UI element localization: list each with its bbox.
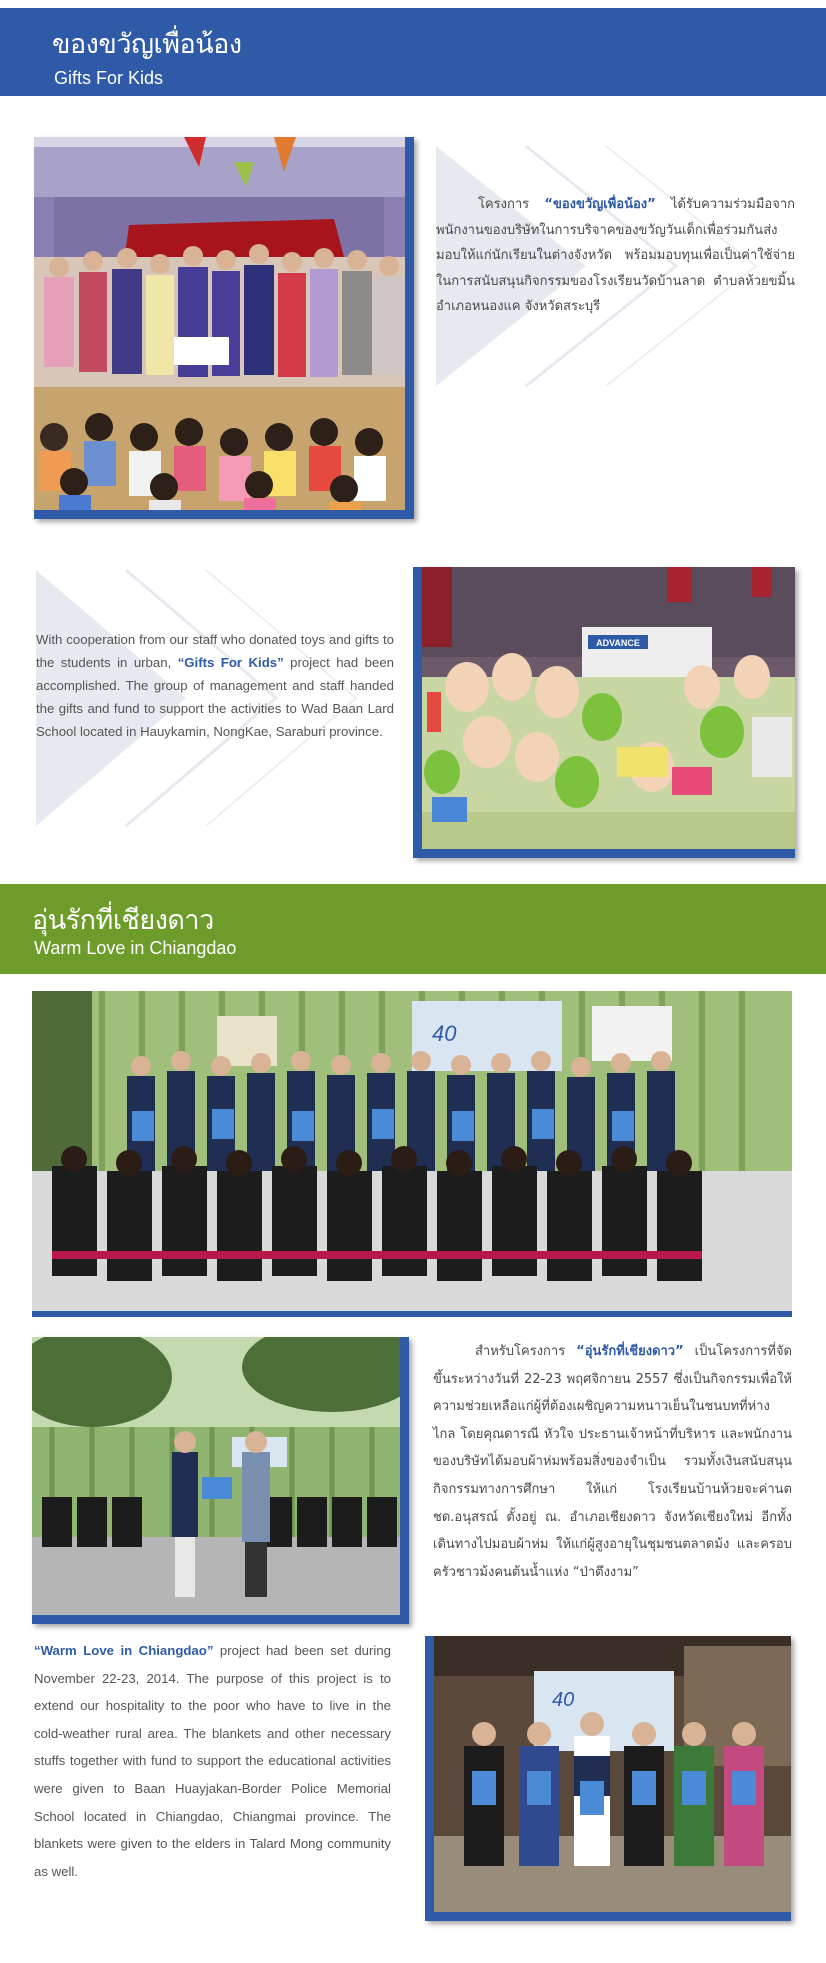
english-body-text: project had been set during November 22-23, 2014. The purpose of this project is to extend our hospitality to the poor who have to live in the cold-weather rural area. The blankets and other necessary stuffs together with fund to support the educational activities were given to Baan Huayjakan-Border Police Memorial School located in Chiangdao, Chiangmai province. The blankets were given to the elders in Talard Mong community as well.: [34, 1643, 391, 1879]
photo-warm-love-elders: [425, 1636, 791, 1921]
thai-body-text: เป็นโครงการที่จัดขึ้นระหว่างวันที่ 22-23 พฤศจิกายน 2557 ซึ่งเป็นกิจกรรมเพื่อให้ความช่วยเหลือแก่ผู้ที่ต้องเผชิญความหนาวเย็นในชนบทที่ห่างไกล โดยคุณดารณี หัวใจ ประธานเจ้าหน้าที่บริหาร และพนักงานของบริษัทได้มอบผ้าห่มพร้อมสิ่งของจำเป็น รวมทั้งเงินสนับสนุนกิจกรรมทางการศึกษา ให้แก่ โรงเรียนบ้านห้วยจะค่านตชด.อนุสรณ์ ตั้งอยู่ ณ. อำเภอเชียงดาว จังหวัดเชียงใหม่ อีกทั้งเดินทางไปมอบผ้าห่ม ให้แก่ผู้สูงอายุในชุมชนตลาดม้ง และครอบครัวชาวม้งคนต้นน้ำแห่ง “ป่าตึงงาม”: [433, 1344, 792, 1580]
photo-gifts-toys: [413, 567, 795, 858]
gifts-for-kids-thai-paragraph: [436, 192, 795, 320]
photo-gifts-for-kids-group: [34, 137, 414, 519]
section-header-warm-love: [0, 884, 826, 974]
section-header-gifts-for-kids: [0, 8, 826, 96]
section-title-thai: อุ่นรักที่เชียงดาว: [32, 905, 214, 936]
english-project-name: “Warm Love in Chiangdao”: [34, 1643, 214, 1658]
photo-warm-love-handover: [32, 1337, 409, 1624]
english-body-text: project had been accomplished. The group of management and staff handed the gifts and fund to support the activities to Wad Baan Lard School located in Hauykamin, NongKae, Saraburi province.: [36, 655, 395, 739]
english-project-name: “Gifts For Kids”: [177, 655, 284, 670]
photo-warm-love-group: [32, 991, 792, 1317]
photo-banner-40: 40: [552, 1689, 575, 1711]
section-title-english: Warm Love in Chiangdao: [34, 938, 237, 958]
english-intro-text: With cooperation from our staff who donated toys and gifts to the students in urban,: [36, 632, 394, 670]
section-title-thai: ของขวัญเพื่อน้อง: [52, 29, 242, 60]
thai-project-name: “อุ่นรักที่เชียงดาว”: [576, 1344, 684, 1359]
photo-banner-40: 40: [432, 1021, 457, 1046]
section-title-english: Gifts For Kids: [54, 68, 164, 88]
warm-love-thai-paragraph: [433, 1338, 792, 1586]
warm-love-english-paragraph: [34, 1637, 391, 1885]
thai-project-name: “ของขวัญเพื่อน้อง”: [544, 197, 656, 212]
thai-intro-text: โครงการ: [478, 197, 530, 212]
gifts-for-kids-english-paragraph: [36, 628, 394, 743]
thai-intro-text: สำหรับโครงการ: [475, 1344, 566, 1359]
photo-banner-advance: ADVANCE: [596, 638, 640, 648]
thai-body-text: ได้รับความร่วมมือจากพนักงานของบริษัทในการบริจาคของขวัญวันเด็กเพื่อร่วมกันส่งมอบให้แก่นักเรียนในต่างจังหวัด พร้อมมอบทุนเพื่อเป็นค่าใช้จ่ายในการสนับสนุนกิจกรรมของโรงเรียนวัดบ้านลาด ตำบลห้วยขมิ้น อำเภอหนองแค จังหวัดสระบุรี: [436, 197, 796, 314]
